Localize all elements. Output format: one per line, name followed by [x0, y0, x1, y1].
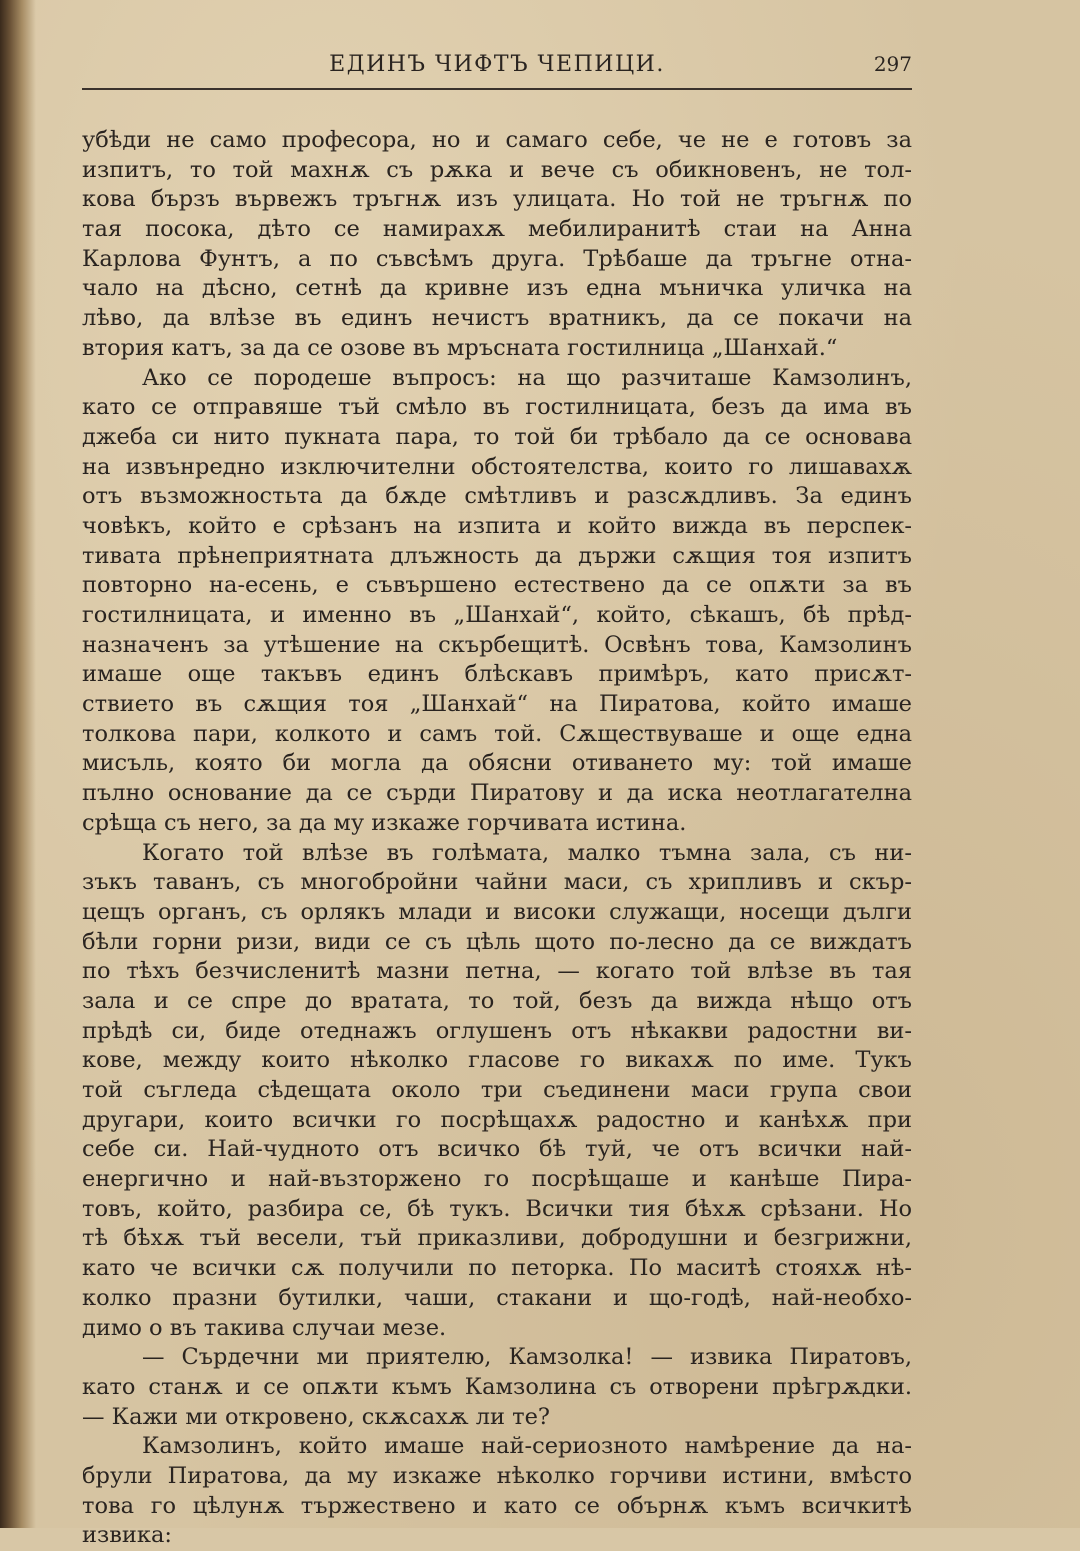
text-line: себе си. Най-чудното отъ всичко бѣ туй, че отъ всички най-	[82, 1136, 912, 1163]
text-line: цещъ органъ, съ орлякъ млади и високи служащи, носещи дълги	[82, 898, 912, 925]
text-line: Карлова Фунтъ, а по съвсѣмъ друга. Трѣбаше да тръгне отна-	[82, 245, 912, 272]
text-line: това го цѣлунѫ тържествено и като се обърнѫ къмъ всичкитѣ	[82, 1492, 912, 1519]
text-line: убѣди не само професора, но и самаго себе, че не е готовъ за	[82, 127, 912, 153]
text-line: кова бързъ вървежъ тръгнѫ изъ улицата. Но той не тръгнѫ по	[82, 186, 912, 213]
text-line: толкова пари, колкото и самъ той. Сѫществуваше и още една	[82, 720, 912, 747]
text-line: тая посока, дѣто се намирахѫ мебилиранитѣ стаи на Анна	[82, 216, 912, 243]
text-line: срѣща съ него, за да му изкаже горчивата истина.	[82, 809, 687, 836]
text-line: кове, между които нѣколко гласове го викахѫ по име. Тукъ	[82, 1047, 912, 1074]
text-line: гостилницата, и именно въ „Шанхай“, който, сѣкашъ, бѣ прѣд-	[82, 602, 912, 628]
text-line: — Кажи ми откровено, скѫсахѫ ли те?	[82, 1403, 550, 1430]
text-line: бѣли горни ризи, види се съ цѣль щото по-лесно да се виждатъ	[82, 928, 912, 955]
text-line: джеба си нито пукната пара, то той би трѣбало да се основава	[82, 423, 912, 450]
text-line: пълно основание да се сърди Пиратову и да иска неотлагателна	[82, 780, 912, 807]
text-line: ствието въ сѫщия тоя „Шанхай“ на Пиратова, който имаше	[82, 691, 912, 718]
text-line: на извънредно изключителни обстоятелства, които го лишавахѫ	[82, 453, 912, 480]
text-line: имаше още такъвъ единъ блѣскавъ примѣръ, като присѫт-	[82, 661, 912, 688]
text-line: брули Пиратова, да му изкаже нѣколко горчиви истини, вмѣсто	[82, 1462, 912, 1489]
text-line: той съгледа сѣдещата около три съединени маси група свои	[82, 1077, 912, 1103]
text-line: другари, които всички го посрѣщахѫ радостно и канѣхѫ при	[82, 1106, 912, 1133]
text-line: мисъль, която би могла да обясни отиването му: той имаше	[82, 750, 912, 777]
text-line: втория катъ, за да се озове въ мръсната гостилница „Шанхай.“	[82, 334, 838, 361]
text-line: тѣ бѣхѫ тъй весели, тъй приказливи, добродушни и безгрижни,	[82, 1225, 912, 1252]
text-line: енергично и най-възторжено го посрѣщаше и канѣше Пира-	[82, 1166, 912, 1193]
text-line: зъкъ таванъ, съ многобройни чайни маси, съ хрипливъ и скър-	[82, 869, 912, 896]
text-line: назначенъ за утѣшение на скърбещитѣ. Освѣнъ това, Камзолинъ	[82, 631, 912, 658]
text-line: като станѫ и се опѫти къмъ Камзолина съ отворени прѣгрѫдки.	[82, 1373, 912, 1400]
text-line: повторно на-есень, е съвършено естествено да се опѫти за въ	[82, 572, 912, 599]
text-line: извика:	[82, 1522, 172, 1549]
text-line: изпитъ, то той махнѫ съ рѫка и вече съ обикновенъ, не тол-	[82, 156, 912, 183]
text-line: — Сърдечни ми приятелю, Камзолка! — извика Пиратовъ,	[142, 1344, 912, 1371]
body-text	[82, 126, 912, 1549]
text-line: Камзолинъ, който имаше най-сериозното намѣрение да на-	[142, 1433, 912, 1460]
text-line: като че всички сѫ получили по петорка. По маситѣ стояхѫ нѣ-	[82, 1255, 912, 1282]
page-number: 297	[873, 52, 912, 76]
text-line: тивата прѣнеприятната длъжность да държи сѫщия тоя изпитъ	[82, 542, 912, 569]
text-line: товъ, който, разбира се, бѣ тукъ. Всички тия бѣхѫ срѣзани. Но	[82, 1195, 912, 1222]
running-title: ЕДИНЪ ЧИФТЪ ЧЕПИЦИ.	[329, 52, 665, 77]
page-header	[82, 48, 912, 90]
page-binding-edge	[0, 0, 36, 1528]
text-line: чало на дѣсно, сетнѣ да кривне изъ една мъничка уличка на	[82, 275, 912, 302]
text-line: Когато той влѣзе въ голѣмата, малко тъмна зала, съ ни-	[142, 839, 912, 866]
text-line: зала и се спре до вратата, то той, безъ да вижда нѣщо отъ	[82, 987, 912, 1014]
text-line: по тѣхъ безчисленитѣ мазни петна, — когато той влѣзе въ тая	[82, 958, 912, 985]
text-line: димо о въ такива случаи мезе.	[82, 1314, 447, 1341]
text-line: като се отправяше тъй смѣло въ гостилницата, безъ да има въ	[82, 394, 912, 421]
text-line: отъ възможностьта да бѫде смѣтливъ и разсѫдливъ. За единъ	[82, 483, 912, 510]
text-line: колко празни бутилки, чаши, стакани и що-годѣ, най-необхо-	[82, 1284, 912, 1311]
text-line: Ако се породеше въпросъ: на що разчиташе Камзолинъ,	[142, 364, 912, 391]
text-line: лѣво, да влѣзе въ единъ нечистъ вратникъ, да се покачи на	[82, 305, 912, 332]
text-line: прѣдѣ си, биде отеднажъ оглушенъ отъ нѣкакви радостни ви-	[82, 1017, 912, 1044]
text-line: човѣкъ, който е срѣзанъ на изпита и който вижда въ перспек-	[82, 512, 912, 539]
